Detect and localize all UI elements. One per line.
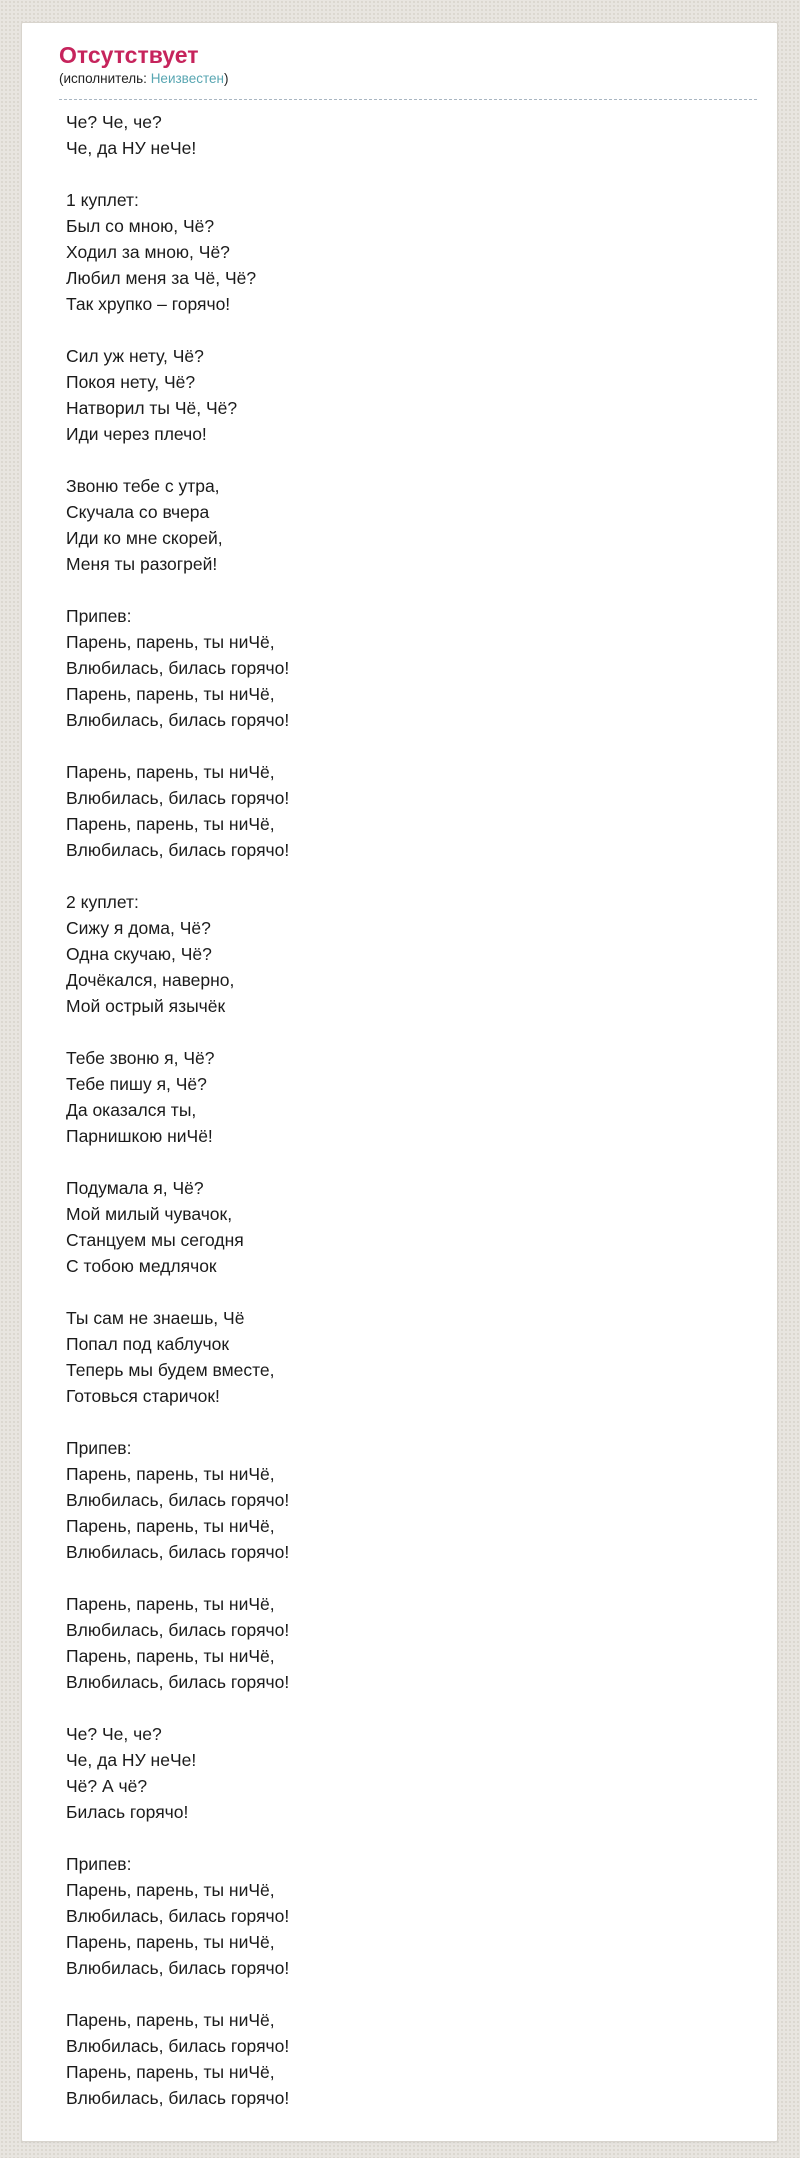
lyric-blank-line [66,1981,757,2007]
lyric-line: Чё? А чё? [66,1776,148,1796]
lyric-line: Влюбилась, билась горячо! [66,658,290,678]
lyric-line: Теперь мы будем вместе, [66,1360,275,1380]
lyric-line: Парень, парень, ты ниЧё, [66,632,275,652]
lyric-line: Тебе звоню я, Чё? [66,1048,215,1068]
lyric-line: Парень, парень, ты ниЧё, [66,1932,275,1952]
lyric-line: Парнишкою ниЧё! [66,1126,213,1146]
lyric-line: Припев: [66,1854,132,1874]
lyric-blank-line [66,1409,757,1435]
lyric-line: Ты сам не знаешь, Чё [66,1308,245,1328]
lyric-line: Влюбилась, билась горячо! [66,788,290,808]
lyric-blank-line [66,317,757,343]
lyric-line: Сижу я дома, Чё? [66,918,211,938]
lyric-line: С тобою медлячок [66,1256,217,1276]
lyric-line: Попал под каблучок [66,1334,229,1354]
lyric-line: Влюбилась, билась горячо! [66,1542,290,1562]
lyric-line: Припев: [66,1438,132,1458]
lyric-line: Парень, парень, ты ниЧё, [66,1516,275,1536]
artist-line [59,70,757,100]
lyric-line: Че? Че, че? [66,1724,162,1744]
lyric-line: Одна скучаю, Чё? [66,944,212,964]
lyric-line: Меня ты разогрей! [66,554,218,574]
lyric-blank-line [66,1565,757,1591]
lyric-line: 1 куплет: [66,190,139,210]
lyric-line: Че, да НУ неЧе! [66,1750,197,1770]
artist-close-paren: ) [223,71,229,86]
song-title: Отсутствует [59,42,199,68]
lyric-line: Парень, парень, ты ниЧё, [66,2062,275,2082]
artist-link[interactable]: Неизвестен [150,71,224,86]
lyric-line: Так хрупко – горячо! [66,294,231,314]
lyric-blank-line [66,1279,757,1305]
lyric-blank-line [66,1149,757,1175]
lyric-line: Мой милый чувачок, [66,1204,233,1224]
lyric-line: Влюбилась, билась горячо! [66,710,290,730]
lyrics-text [66,109,757,2111]
lyric-line: Дочёкался, наверно, [66,970,235,990]
lyric-line: Любил меня за Чё, Чё? [66,268,257,288]
lyric-line: Тебе пишу я, Чё? [66,1074,207,1094]
lyric-line: Подумала я, Чё? [66,1178,204,1198]
lyric-line: Влюбилась, билась горячо! [66,1620,290,1640]
lyric-line: Билась горячо! [66,1802,189,1822]
lyric-line: Влюбилась, билась горячо! [66,840,290,860]
lyric-line: Че? Че, че? [66,112,162,132]
lyric-line: Парень, парень, ты ниЧё, [66,814,275,834]
lyric-line: Парень, парень, ты ниЧё, [66,1594,275,1614]
lyric-line: Сил уж нету, Чё? [66,346,204,366]
lyric-line: 2 куплет: [66,892,139,912]
lyric-line: Влюбилась, билась горячо! [66,2088,290,2108]
lyric-line: Натворил ты Чё, Чё? [66,398,238,418]
lyric-blank-line [66,733,757,759]
lyric-line: Влюбилась, билась горячо! [66,1490,290,1510]
lyric-line: Станцуем мы сегодня [66,1230,244,1250]
lyric-blank-line [66,1019,757,1045]
lyric-line: Иди через плечо! [66,424,207,444]
lyric-line: Скучала со вчера [66,502,210,522]
lyric-blank-line [66,161,757,187]
lyrics-card [21,22,778,2142]
lyric-line: Да оказался ты, [66,1100,197,1120]
lyric-line: Парень, парень, ты ниЧё, [66,1880,275,1900]
lyric-blank-line [66,577,757,603]
lyric-line: Звоню тебе с утра, [66,476,220,496]
lyric-line: Влюбилась, билась горячо! [66,1906,290,1926]
lyric-blank-line [66,1825,757,1851]
lyric-line: Влюбилась, билась горячо! [66,1672,290,1692]
lyric-blank-line [66,1695,757,1721]
lyric-blank-line [66,863,757,889]
lyric-line: Парень, парень, ты ниЧё, [66,762,275,782]
lyric-line: Покоя нету, Чё? [66,372,196,392]
lyric-line: Че, да НУ неЧе! [66,138,197,158]
lyric-line: Мой острый язычёк [66,996,226,1016]
lyric-line: Влюбилась, билась горячо! [66,2036,290,2056]
lyric-line: Парень, парень, ты ниЧё, [66,2010,275,2030]
lyric-line: Парень, парень, ты ниЧё, [66,1646,275,1666]
lyric-line: Готовься старичок! [66,1386,220,1406]
lyric-line: Парень, парень, ты ниЧё, [66,1464,275,1484]
artist-label: (исполнитель: [59,71,151,86]
lyric-line: Иди ко мне скорей, [66,528,223,548]
lyric-line: Ходил за мною, Чё? [66,242,230,262]
lyric-line: Был со мною, Чё? [66,216,215,236]
lyric-blank-line [66,447,757,473]
lyric-line: Припев: [66,606,132,626]
lyric-line: Парень, парень, ты ниЧё, [66,684,275,704]
lyric-line: Влюбилась, билась горячо! [66,1958,290,1978]
